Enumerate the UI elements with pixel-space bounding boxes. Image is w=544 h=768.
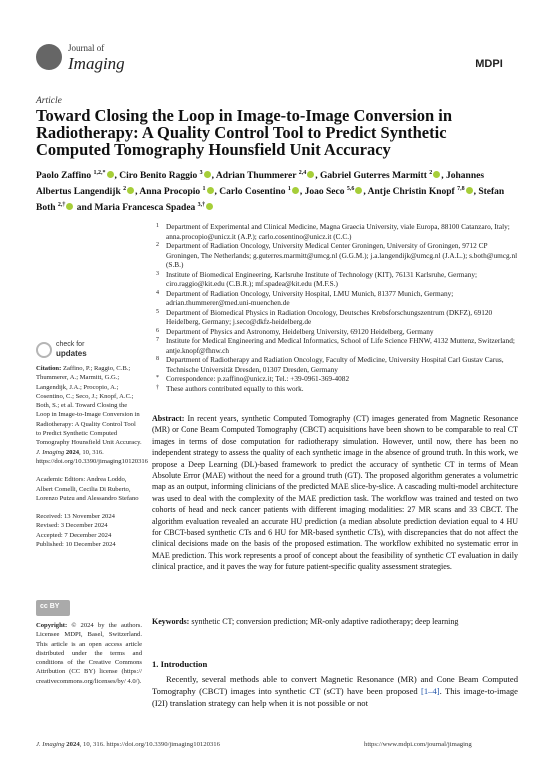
affiliation-item xyxy=(156,241,518,270)
author-name: Gabriel Guterres Marmitt xyxy=(319,171,430,182)
author-list xyxy=(36,167,506,215)
citation-volume-doi[interactable]: , 10, 316. https://doi.org/10.3390/jimaging10120316 xyxy=(36,448,148,465)
author-name: Antje Christin Knopf xyxy=(367,187,458,198)
author-name: Stefan Both xyxy=(36,187,505,214)
affiliation-text: These authors contributed equally to this work. xyxy=(166,383,304,393)
intro-text-after: . This image-to-image (I2I) translation strategy can help when it is not possible or not xyxy=(152,686,518,708)
affiliation-item xyxy=(156,308,518,327)
journal-logo-icon xyxy=(36,44,62,70)
cc-by-text: cc BY xyxy=(40,603,60,610)
affiliation-list xyxy=(156,222,518,393)
author-affiliation-sup: 1 xyxy=(287,186,291,193)
section-heading-introduction: 1. Introduction xyxy=(152,659,208,669)
orcid-icon[interactable] xyxy=(355,187,362,194)
academic-editors: Academic Editors: Andrea Loddo, Albert Comelli, Cecilia Di Ruberto, Lorenzo Putzu and Alessandro Stefano xyxy=(36,476,139,502)
author-affiliation-sup: 5,6 xyxy=(346,186,355,193)
abstract-label: Abstract: xyxy=(152,414,185,423)
affiliation-number: † xyxy=(156,384,159,391)
article-type: Article xyxy=(36,96,62,106)
author-name: Anna Procopio xyxy=(139,187,203,198)
footer-doi[interactable]: , 10, 316. https://doi.org/10.3390/jimaging10120316 xyxy=(79,741,220,748)
keywords-text: synthetic CT; conversion prediction; MR-only adaptive radiotherapy; deep learning xyxy=(191,617,459,626)
revised-date: Revised: 3 December 2024 xyxy=(36,522,108,530)
affiliation-number: 2 xyxy=(156,242,159,248)
affiliation-text: Institute for Medical Engineering and Medical Informatics, School of Life Science FHNW, 4132 Muttenz, Switzerland; antje.knopf@fhnw.ch xyxy=(166,336,515,355)
author[interactable] xyxy=(216,171,315,181)
abstract-text: In recent years, synthetic Computed Tomography (CT) images generated from Magnetic Resonance (MR) or Cone Beam Computed Tomography (CBCT) acquisitions have been shown to be comparable to real CT images in terms of dose computation for radiotherapy simulation. However, until now, there has been no independent strategy to assess the quality of each synthetic image in the absence of ground truth. In this work, we propose a Deep Learning (DL)-based framework to predict the accuracy of synthetic CT in terms of Mean Absolute Error (MAE) without the need for a ground truth (GT). The proposed algorithm generates a volumetric map as an output, informing clinicians of the predicted MAE slice-by-slice. A cascading multi-model architecture was used to deal with the complexity of the MAE prediction task. The workflow was trained and tested on two cohorts of head and neck cancer patients with different imaging modalities: 27 MR scans and 33 CBCT. The algorithm evaluation revealed an accurate HU prediction (a median absolute prediction deviation equal to 4 HU for CBCT-based synthetic CTs and 6 HU for MR-based synthetic CTs), with discrepancies that do not affect the clinical decisions made on the basis of the proposed estimation. The workflow exhibited no systematic error in MAE prediction. This work represents a proof of concept about the feasibility of synthetic CT evaluation in daily clinical practice, and it paves the way for future patient-specific quality assessment strategies. xyxy=(152,414,518,572)
article-info-sidebar xyxy=(36,364,148,549)
author-name: Adrian Thummerer xyxy=(215,171,299,182)
affiliation-text: Department of Radiation Oncology, University Medical Center Groningen, University of Groningen, 9712 CP Groningen, The Netherlands; g.guterres.marmitt@umcg.nl (G.G.M.); j.a.langendijk@umcg.nl (J.A.L.); s.both@umcg.nl (S.B.) xyxy=(166,241,518,269)
orcid-icon[interactable] xyxy=(127,187,134,194)
mdpi-logo-icon xyxy=(470,56,508,70)
author-affiliation-sup: 1,2,* xyxy=(93,170,106,176)
affiliation-number: * xyxy=(156,375,159,381)
footer-citation xyxy=(36,741,220,748)
citation-label: Citation: xyxy=(36,365,62,372)
author[interactable] xyxy=(219,187,300,197)
author-separator: and xyxy=(74,203,95,214)
author-separator: , xyxy=(363,187,368,198)
author[interactable] xyxy=(305,187,364,197)
author-affiliation-sup: 2 xyxy=(429,170,433,176)
orcid-icon[interactable] xyxy=(433,171,440,178)
author-affiliation-sup: 3 xyxy=(199,170,203,176)
orcid-icon[interactable] xyxy=(107,171,114,178)
author-name: Johannes Albertus Langendijk xyxy=(36,171,485,198)
copyright-notice xyxy=(36,621,142,686)
affiliation-text: Department of Radiotherapy and Radiation Oncology, Faculty of Medicine, University Hospital Carl Gustav Carus, Technische Universität Dresden, 01307 Dresden, Germany xyxy=(166,355,504,374)
affiliation-number: 4 xyxy=(156,289,159,296)
affiliation-item xyxy=(156,355,518,374)
author-affiliation-sup: 2,† xyxy=(57,202,66,209)
received-date: Received: 13 November 2024 xyxy=(36,513,115,521)
author-separator: , xyxy=(473,187,479,198)
orcid-icon[interactable] xyxy=(206,203,213,210)
affiliation-item xyxy=(156,374,518,384)
author-name: Ciro Benito Raggio xyxy=(119,171,200,182)
footer-journal-url[interactable]: https://www.mdpi.com/journal/jimaging xyxy=(364,741,472,748)
copyright-label: Copyright: xyxy=(36,622,68,629)
footer-journal: J. Imaging xyxy=(36,741,65,748)
author-affiliation-sup: 3,† xyxy=(197,202,206,209)
author-separator: , xyxy=(214,187,220,198)
accepted-date: Accepted: 7 December 2024 xyxy=(36,531,112,539)
author[interactable] xyxy=(139,187,214,197)
citation-link[interactable]: [1–4] xyxy=(421,686,440,696)
author-name: Joao Seco xyxy=(304,187,347,198)
affiliation-item xyxy=(156,384,518,394)
article-title: Toward Closing the Loop in Image-to-Image Conversion in Radiotherapy: A Quality Control Tool to Predict Synthetic Computed Tomography Hounsfield Unit Accuracy xyxy=(36,106,453,159)
author[interactable] xyxy=(320,171,441,181)
author-affiliation-sup: 1 xyxy=(202,186,206,193)
affiliation-text: Correspondence: p.zaffino@unicz.it; Tel.: +39-0961-369-4082 xyxy=(166,374,350,383)
orcid-icon[interactable] xyxy=(207,187,214,194)
introduction-paragraph xyxy=(152,673,518,709)
affiliation-number: 3 xyxy=(156,270,159,277)
affiliation-text: Department of Biomedical Physics in Radiation Oncology, Deutsches Krebsforschungszentrum (DKFZ), 69120 Heidelberg, Germany; j.seco@dkfz-heidelberg.de xyxy=(166,307,493,326)
author-separator: , xyxy=(299,187,305,198)
author-separator: , xyxy=(135,187,140,198)
affiliation-item xyxy=(156,289,518,308)
author-separator: , xyxy=(211,171,216,182)
citation-journal: J. Imaging xyxy=(36,448,65,456)
affiliation-number: 1 xyxy=(156,223,159,229)
abstract xyxy=(152,413,518,573)
check-updates-icon[interactable] xyxy=(36,342,52,358)
author[interactable] xyxy=(36,171,115,181)
check-updates-line2[interactable]: updates xyxy=(56,349,87,358)
affiliation-number: 6 xyxy=(156,327,159,334)
orcid-icon[interactable] xyxy=(466,187,473,194)
journal-of-label: Journal of xyxy=(68,43,105,53)
author-separator: , xyxy=(441,171,447,182)
citation-block xyxy=(36,364,148,466)
footer-year: 2024 xyxy=(66,741,80,748)
citation-text: Zaffino, P.; Raggio, C.B.; Thummerer, A.; Marmitt, G.G.; Langendijk, J.A.; Procopio, A.; Cosentino, C.; Seco, J.; Knopf, A.C.; Both, S.; et al. Toward Closing the Loop in Image-to-Image Conversion in Radiotherapy: A Quality Control Tool to Predict Synthetic Computed Tomography Hounsfield Unit Accuracy. xyxy=(36,365,142,447)
affiliation-text: Department of Experimental and Clinical Medicine, Magna Graecia University, viale Europa, 88100 Catanzaro, Italy; anna.procopio@unicz.it (A.P.); carlo.cosentino@unicz.it (C.C.) xyxy=(166,222,510,241)
author-name: Maria Francesca Spadea xyxy=(94,203,198,214)
affiliation-text: Institute of Biomedical Engineering, Karlsruhe Institute of Technology (KIT), 76131 Karlsruhe, Germany; ciro.raggio@kit.edu (C.B.R.); mf.spadea@kit.edu (M.F.S.) xyxy=(166,269,478,288)
keywords xyxy=(152,616,518,627)
affiliation-item xyxy=(156,222,518,241)
affiliation-item xyxy=(156,336,518,355)
affiliation-number: 5 xyxy=(156,308,159,315)
author[interactable] xyxy=(95,203,215,213)
mdpi-logo-text: MDPI xyxy=(475,58,503,70)
orcid-icon[interactable] xyxy=(292,187,299,194)
author-affiliation-sup: 2,4 xyxy=(298,170,307,176)
affiliation-text: Department of Radiation Oncology, University Hospital, LMU Munich, 81377 Munich, Germany; adrian.thummerer@med.uni-muenchen.de xyxy=(166,288,454,307)
author-separator: , xyxy=(114,171,120,182)
intro-text-before: Recently, several methods able to convert Magnetic Resonance (MR) and Cone Beam Computed Tomography (CBCT) images into synthetic CT (sCT) have been proposed xyxy=(152,674,518,696)
author[interactable] xyxy=(119,171,211,181)
check-updates-line1[interactable]: check for xyxy=(56,341,85,348)
affiliation-number: 8 xyxy=(156,356,159,362)
affiliation-item xyxy=(156,327,518,337)
author-affiliation-sup: 7,8 xyxy=(457,186,465,193)
citation-year: 2024 xyxy=(65,448,80,456)
journal-name: Imaging xyxy=(68,54,125,73)
cc-by-license-icon[interactable] xyxy=(36,600,70,616)
author[interactable] xyxy=(368,187,474,197)
affiliation-number: 7 xyxy=(156,337,159,343)
affiliation-text: Department of Physics and Astronomy, Heidelberg University, 69120 Heidelberg, Germany xyxy=(166,326,434,336)
keywords-label: Keywords: xyxy=(152,617,190,626)
author-separator: , xyxy=(315,171,320,182)
author-affiliation-sup: 2 xyxy=(123,186,127,193)
orcid-icon[interactable] xyxy=(307,171,314,178)
published-date: Published: 10 December 2024 xyxy=(36,541,116,549)
author-name: Carlo Cosentino xyxy=(219,187,288,198)
author-name: Paolo Zaffino xyxy=(36,171,94,182)
orcid-icon[interactable] xyxy=(204,171,211,178)
orcid-icon[interactable] xyxy=(66,203,73,210)
copyright-text: © 2024 by the authors. Licensee MDPI, Basel, Switzerland. This article is an open access article distributed under the terms and conditions of the Creative Commons Attribution (CC BY) license (https:// creativecommons.org/licenses/by/ 4.0/). xyxy=(36,622,143,685)
affiliation-item xyxy=(156,270,518,289)
